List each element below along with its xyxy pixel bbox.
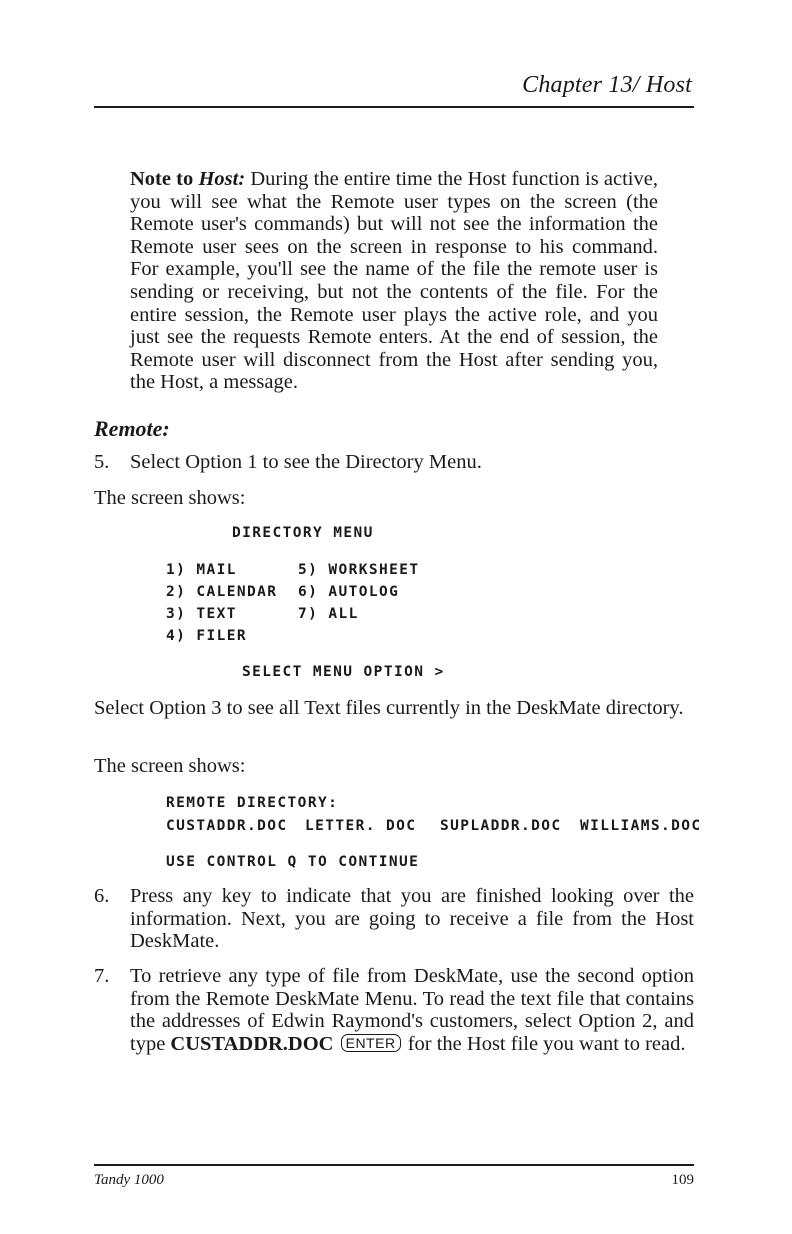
screen-shows-label-2: The screen shows: [94, 755, 246, 777]
step-6-number: 6. [94, 885, 110, 907]
remote-heading: Remote: [94, 416, 170, 441]
step-6-text: Press any key to indicate that you are finished looking over the information. Next, you are going to receive a file from the Host DeskMate. [130, 885, 694, 953]
menu-option: 6) AUTOLOG [298, 584, 400, 600]
menu-option: 4) FILER [166, 628, 248, 644]
screen-shows-label-1: The screen shows: [94, 487, 246, 509]
note-text: During the entire time the Host function is active, you will see what the Remote user types on the screen (the Remote user's commands) but will not see the information the Remote user sees on the screen in response to his command. For example, you'll see the name of the file the remote user is sending or receiving, but not the contents of the file. For the entire session, the Remote user plays the active role, and you just see the requests Remote enters. At the end of session, the Remote user will disconnect from the Host after sending you, the Host, a message. [130, 168, 658, 394]
header-rule [94, 106, 694, 108]
file-entry: WILLIAMS.DOC [580, 818, 702, 834]
note-host-label: Host: [198, 168, 246, 190]
menu-option: 7) ALL [298, 606, 359, 622]
menu-option: 2) CALENDAR [166, 584, 278, 600]
step-5-number: 5. [94, 451, 110, 473]
step-7-text: To retrieve any type of file from DeskMate, use the second option from the Remote DeskMate Menu. To read the text file that contains the addresses of Edwin Raymond's customers, select Option 2, and type CUSTADDR.DOC ENTER for the Host file you want to read. [130, 965, 694, 1055]
menu-option: 5) WORKSHEET [298, 562, 420, 578]
select-menu-prompt: SELECT MENU OPTION > [242, 664, 445, 680]
continue-instruction: USE CONTROL Q TO CONTINUE [166, 854, 420, 870]
footer-book-title: Tandy 1000 [94, 1172, 164, 1188]
note-label: Note to Host: [130, 168, 246, 190]
note-to-host-paragraph [130, 168, 658, 394]
chapter-header: Chapter 13/ Host [522, 72, 692, 98]
directory-menu-title: DIRECTORY MENU [232, 525, 374, 541]
menu-option: 3) TEXT [166, 606, 237, 622]
custaddr-filename: CUSTADDR.DOC [170, 1032, 334, 1055]
file-entry: LETTER. DOC [305, 818, 417, 834]
enter-key-icon: ENTER [341, 1034, 401, 1052]
file-entry: CUSTADDR.DOC [166, 818, 288, 834]
select-option-3-text: Select Option 3 to see all Text files currently in the DeskMate directory. [94, 697, 684, 719]
footer-rule [94, 1164, 694, 1166]
file-entry: SUPLADDR.DOC [440, 818, 562, 834]
step-7-number: 7. [94, 965, 110, 987]
page-number: 109 [671, 1172, 694, 1188]
menu-option: 1) MAIL [166, 562, 237, 578]
step-5-text: Select Option 1 to see the Directory Menu. [130, 451, 482, 473]
remote-directory-title: REMOTE DIRECTORY: [166, 795, 339, 811]
